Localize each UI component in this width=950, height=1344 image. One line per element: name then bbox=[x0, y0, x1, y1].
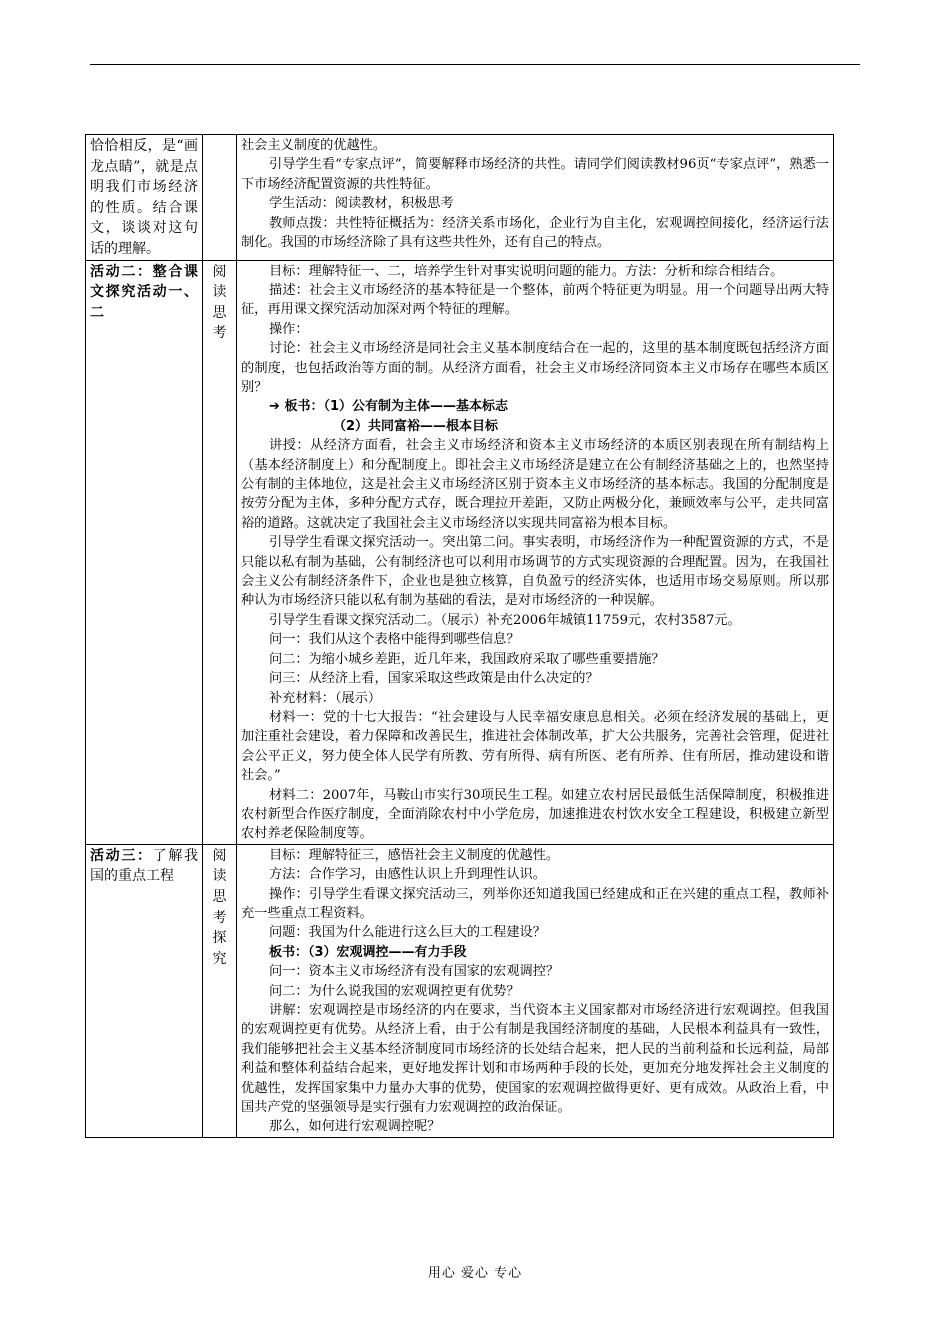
activity-text: 了解我国的重点工程 bbox=[90, 847, 199, 885]
paragraph: 问二：为缩小城乡差距，近几年来，我国政府采取了哪些重要措施？ bbox=[269, 651, 665, 667]
paragraph: 讨论：社会主义市场经济是同社会主义基本制度结合在一起的，这里的基本制度既包括经济方面的制度，也包括政治等方面的制。从经济方面看，社会主义市场经济同资本主义市场存在哪些本质区别？ bbox=[241, 341, 829, 395]
board-heading bbox=[241, 397, 829, 416]
paragraph: 问题：我国为什么能进行这么巨大的工程建设？ bbox=[269, 925, 546, 941]
board-subheading: （2）共同富裕——根本目标 bbox=[333, 418, 499, 434]
paragraph: 问一：我们从这个表格中能得到哪些信息？ bbox=[269, 632, 520, 648]
method-char: 究 bbox=[212, 950, 227, 967]
board-text: 板书：（1）公有制为主体——基本标志 bbox=[284, 399, 508, 415]
method-char: 读 bbox=[212, 868, 227, 885]
method-char: 阅 bbox=[212, 263, 227, 280]
paragraph: 讲解：宏观调控是市场经济的内在要求，当代资本主义国家都对市场经济进行宏观调控。但我国的宏观调控更有优势。从经济上看，由于公有制是我国经济制度的基础，人民根本利益具有一致性，我们能够把社会主义基本经济制度同市场经济的长处结合起来，把人民的当前利益和长远利益，局部利益和整体利益结合起来，更好地发挥计划和市场两种手段的长处，更加充分地发挥社会主义制度的优越性，发挥国家集中力量办大事的优势，使国家的宏观调控做得更好、更有成效。从政治上看，中国共产党的坚强领导是实行强有力宏观调控的政治保证。 bbox=[241, 1003, 829, 1116]
method-char: 考 bbox=[212, 325, 227, 342]
content-cell bbox=[237, 844, 834, 1137]
content-cell bbox=[237, 260, 834, 844]
paragraph: 方法：合作学习，由感性认识上升到理性认识。 bbox=[269, 867, 546, 883]
paragraph: 问二：为什么说我国的宏观调控更有优势？ bbox=[269, 983, 520, 999]
method-char: 思 bbox=[212, 304, 227, 321]
board-heading: 板书：（3）宏观调控——有力手段 bbox=[269, 944, 467, 960]
paragraph: 引导学生看“专家点评”，简要解释市场经济的共性。请同学们阅读教材96页“专家点评”，熟悉一下市场经济配置资源的共性特征。 bbox=[241, 157, 829, 192]
paragraph: 问三：从经济上看，国家采取这些政策是由什么决定的？ bbox=[269, 671, 599, 687]
paragraph: 描述：社会主义市场经济的基本特征是一个整体，前两个特征更为明显。用一个问题导出两大特征，再用课文探究活动加深对两个特征的理解。 bbox=[241, 282, 829, 318]
paragraph: 引导学生看课文探究活动二。（展示）补充2006年城镇11759元，农村3587元。 bbox=[269, 612, 741, 628]
method-cell bbox=[203, 260, 237, 844]
paragraph: 材料二：2007年，马鞍山市实行30项民生工程。如建立农村居民最低生活保障制度，积极推进农村新型合作医疗制度，全面消除农村中小学危房，加速推进农村饮水安全工程建设，积极建立新型农村养老保险制度等。 bbox=[241, 787, 829, 842]
paragraph: 教师点拨：共性特征概括为：经济关系市场化，企业行为自主化，宏观调控间接化，经济运行法制化。我国的市场经济除了具有这些共性外，还有自己的特点。 bbox=[241, 215, 829, 251]
paragraph: 操作： bbox=[269, 321, 309, 337]
table-row bbox=[86, 844, 834, 1137]
paragraph: 引导学生看课文探究活动一。突出第二问。事实表明，市场经济作为一种配置资源的方式，不是只能以私有制为基础，公有制经济也可以利用市场调节的方式实现资源的合理配置。因为，在我国社会主义公有制经济条件下，企业也是独立核算，自负盈亏的经济实体，也适用市场交易原则。所以那种认为市场经济只能以私有制为基础的看法，是对市场经济的一种误解。 bbox=[241, 535, 829, 609]
paragraph: 目标：理解特征三，感悟社会主义制度的优越性。 bbox=[269, 847, 560, 863]
paragraph: 社会主义制度的优越性。 bbox=[241, 138, 387, 153]
content-cell bbox=[237, 135, 834, 261]
header-rule bbox=[90, 64, 860, 65]
method-cell bbox=[203, 135, 237, 261]
activity-cell bbox=[86, 135, 203, 261]
activity-cell bbox=[86, 844, 203, 1137]
activity-title: 活动三： bbox=[90, 847, 153, 864]
activity-title: 活动二：整合课文探究活动一、二 bbox=[90, 263, 198, 321]
paragraph: 学生活动：阅读教材，积极思考 bbox=[269, 196, 454, 212]
paragraph: 问一：资本主义市场经济有没有国家的宏观调控？ bbox=[269, 964, 560, 980]
table-row bbox=[86, 135, 834, 261]
activity-text: 恰恰相反，是“画龙点睛”，就是点明我们市场经济的性质。结合课文，谈谈对这句话的理解。 bbox=[90, 138, 198, 257]
method-char: 思 bbox=[212, 888, 227, 905]
paragraph: 操作：引导学生看课文探究活动三，列举你还知道我国已经建成和正在兴建的重点工程，教师补充一些重点工程资料。 bbox=[241, 886, 829, 921]
method-char: 读 bbox=[212, 284, 227, 301]
method-char: 探 bbox=[212, 930, 227, 947]
method-cell bbox=[203, 844, 237, 1137]
lesson-plan-table bbox=[85, 134, 834, 1138]
method-char: 考 bbox=[212, 909, 227, 926]
paragraph: 那么，如何进行宏观调控呢？ bbox=[269, 1119, 441, 1135]
paragraph: 讲授：从经济方面看，社会主义市场经济和资本主义市场经济的本质区别表现在所有制结构上（基本经济制度上）和分配制度上。即社会主义市场经济是建立在公有制经济基础之上的，也然坚持公有制的主体地位，这是社会主义市场经济区别于资本主义市场经济的基本标志。我国的分配制度是按劳分配为主体，多种分配方式存，既合理拉开差距，又防止两极分化，兼顾效率与公平，走共同富裕的道路。这就决定了我国社会主义市场经济以实现共同富裕为根本目标。 bbox=[241, 438, 829, 531]
paragraph: 目标：理解特征一、二，培养学生针对事实说明问题的能力。方法：分析和综合相结合。 bbox=[269, 263, 784, 279]
method-char: 阅 bbox=[212, 847, 227, 864]
table-row bbox=[86, 260, 834, 844]
activity-cell bbox=[86, 260, 203, 844]
paragraph: 材料一：党的十七大报告：“社会建设与人民幸福安康息息相关。必须在经济发展的基础上，更加注重社会建设，着力保障和改善民生，推进社会体制改革，扩大公共服务，完善社会管理，促进社会公平正义，努力使全体人民学有所教、劳有所得、病有所医、老有所养、住有所居，推动建设和谐社会。” bbox=[241, 709, 829, 784]
paragraph: 补充材料：（展示） bbox=[269, 690, 382, 706]
arrow-icon: ➔ bbox=[269, 399, 280, 415]
page-footer: 用心 爱心 专心 bbox=[427, 1266, 523, 1281]
